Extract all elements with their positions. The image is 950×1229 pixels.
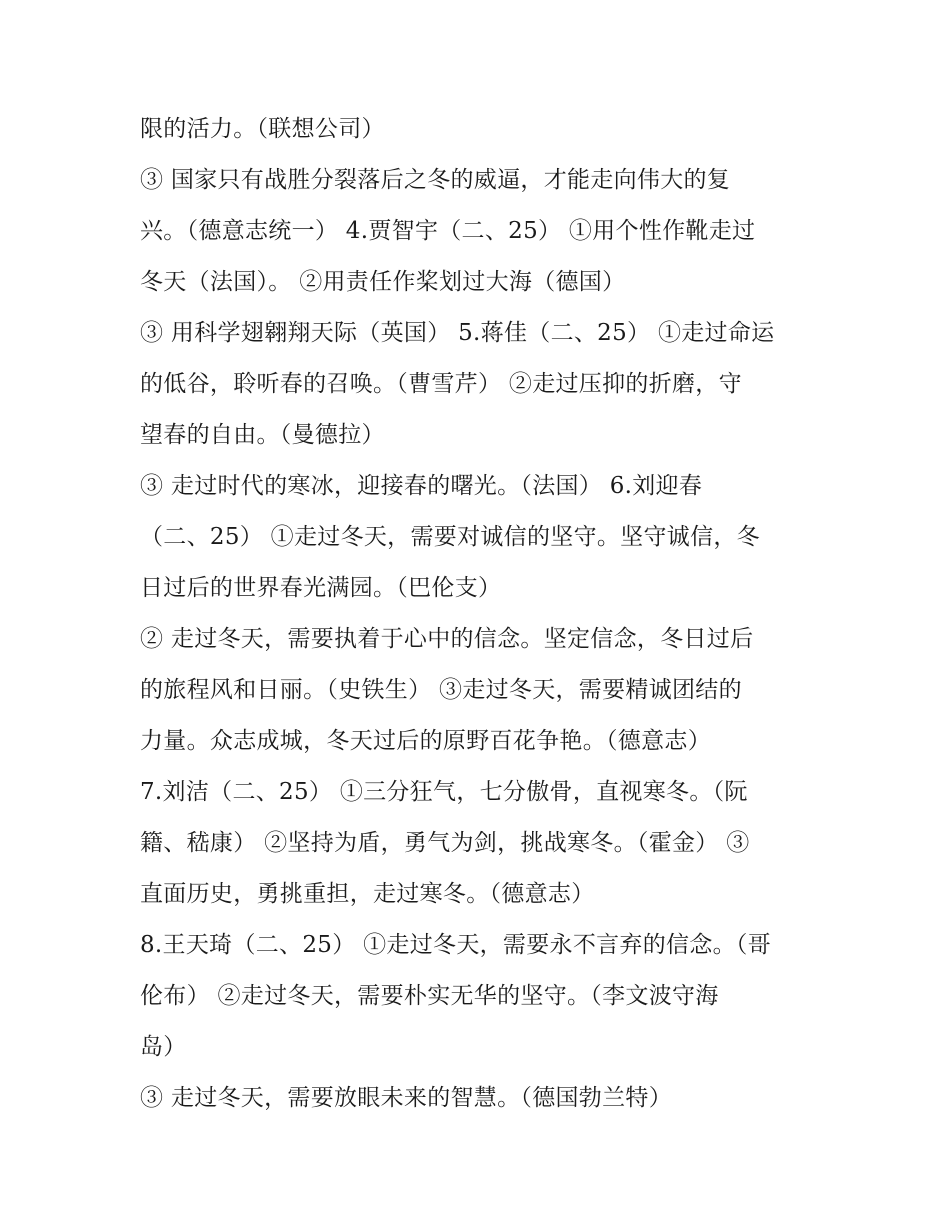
text-line: 望春的自由。（曼德拉） bbox=[140, 422, 385, 448]
text-line: 冬天（法国）。 ②用责任作桨划过大海（德国） bbox=[140, 269, 626, 295]
text-line: ③ 走过冬天，需要放眼未来的智慧。（德国勃兰特） bbox=[140, 1085, 673, 1111]
text-line: ③ 国家只有战胜分裂落后之冬的威逼，才能走向伟大的复 bbox=[140, 167, 731, 193]
text-line: 7.刘洁（二、25） ①三分狂气，七分傲骨，直视寒冬。（阮 bbox=[140, 779, 748, 805]
text-line: 直面历史，勇挑重担，走过寒冬。（德意志） bbox=[140, 881, 595, 907]
text-line: 兴。（德意志统一） 4.贾智宇（二、25） ①用个性作靴走过 bbox=[140, 218, 756, 244]
text-line: 伦布） ②走过冬天，需要朴实无华的坚守。（李文波守海 bbox=[140, 983, 719, 1009]
text-line: 的旅程风和日丽。（史铁生） ③走过冬天，需要精诚团结的 bbox=[140, 677, 742, 703]
text-line: ③ 走过时代的寒冰，迎接春的曙光。（法国） 6.刘迎春 bbox=[140, 473, 703, 499]
text-line: 8.王天琦（二、25） ①走过冬天，需要永不言弃的信念。（哥 bbox=[140, 932, 772, 958]
text-line: 岛） bbox=[140, 1034, 187, 1060]
text-line: 的低谷，聆听春的召唤。（曹雪芹） ②走过压抑的折磨，守 bbox=[140, 371, 742, 397]
text-line: ③ 用科学翅翱翔天际（英国） 5.蒋佳（二、25） ①走过命运 bbox=[140, 320, 775, 346]
text-line: 力量。众志成城，冬天过后的原野百花争艳。（德意志） bbox=[140, 728, 711, 754]
text-line: ② 走过冬天，需要执着于心中的信念。坚定信念，冬日过后 bbox=[140, 626, 754, 652]
body-text bbox=[140, 104, 820, 1124]
text-line: 日过后的世界春光满园。（巴伦支） bbox=[140, 575, 502, 601]
text-line: 限的活力。（联想公司） bbox=[140, 116, 385, 142]
text-line: 籍、嵇康） ②坚持为盾，勇气为剑，挑战寒冬。（霍金） ③ bbox=[140, 830, 750, 856]
text-line: （二、25） ①走过冬天，需要对诚信的坚守。坚守诚信，冬 bbox=[140, 524, 760, 550]
